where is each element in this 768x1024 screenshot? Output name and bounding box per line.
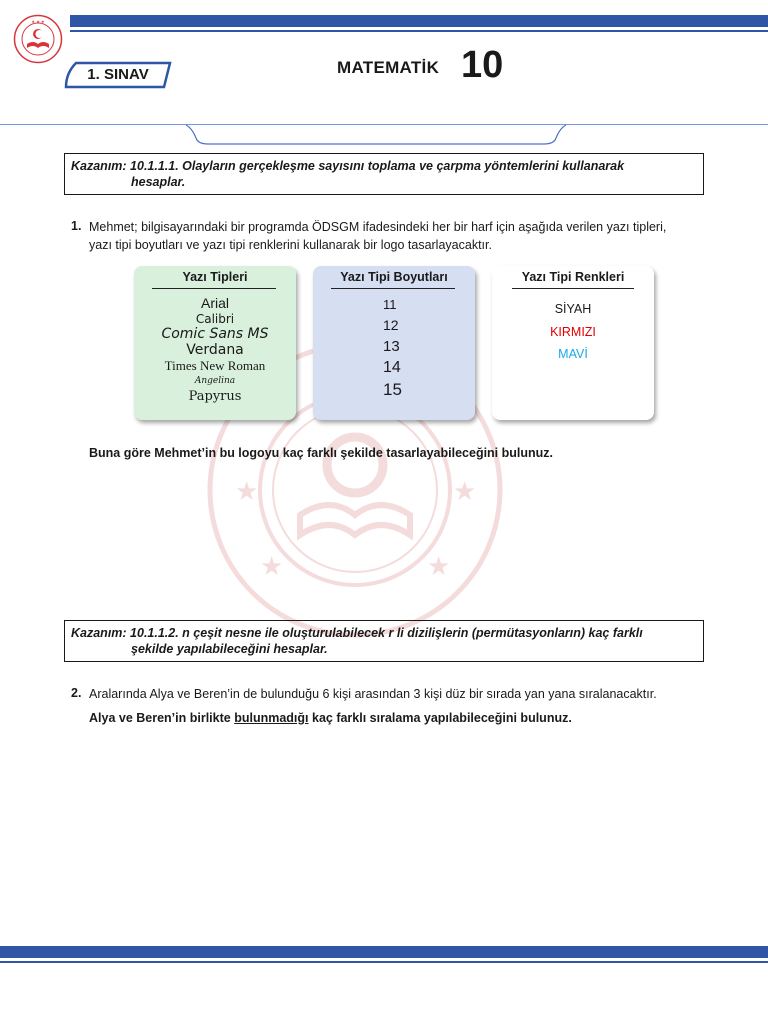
size-item-14: 14	[383, 359, 401, 376]
svg-text:★: ★	[427, 552, 451, 582]
learning-objective-box-2	[64, 620, 704, 662]
font-item-arial: Arial	[200, 295, 229, 311]
font-item-comic-sans: Comic Sans MS	[161, 326, 269, 342]
font-types-rule	[152, 288, 276, 289]
size-item-12: 12	[383, 317, 399, 333]
question-2-number: 2.	[71, 686, 82, 700]
question-2-prompt-pre: Alya ve Beren’in birlikte	[89, 711, 235, 725]
question-2-prompt-underlined: bulunmadığı	[234, 711, 309, 725]
font-sizes-card	[313, 266, 475, 420]
ministry-seal-icon	[13, 14, 63, 64]
question-2-prompt-post: kaç farklı sıralama yapılabileceğini bulunuz.	[308, 711, 572, 725]
grade-number: 10	[461, 44, 504, 86]
svg-text:★: ★	[260, 552, 284, 582]
font-item-verdana: Verdana	[186, 342, 244, 358]
font-sizes-title: Yazı Tipi Boyutları	[340, 270, 448, 284]
size-item-11: 11	[383, 297, 397, 312]
question-1-line2: yazı tipi boyutları ve yazı tipi renklerini kullanarak bir logo tasarlayacaktır.	[89, 238, 492, 252]
svg-text:★: ★	[453, 477, 477, 507]
exam-label: 1. SINAV	[87, 66, 149, 83]
font-item-angelina: Angelina	[194, 376, 236, 386]
font-item-times: Times New Roman	[164, 358, 266, 373]
font-types-card	[134, 266, 296, 420]
objective-1-line2: hesaplar.	[131, 175, 186, 189]
font-colors-rule	[512, 288, 634, 289]
size-item-13: 13	[383, 338, 400, 355]
font-colors-title: Yazı Tipi Renkleri	[521, 270, 625, 284]
header-tray-decoration	[184, 124, 568, 146]
font-types-title: Yazı Tipleri	[182, 270, 248, 284]
question-2-prompt	[89, 709, 729, 727]
color-item-red: KIRMIZI	[550, 325, 596, 339]
color-item-blue: MAVİ	[558, 347, 588, 361]
font-item-calibri: Calibri	[195, 312, 235, 326]
svg-text:★ ★ ★: ★ ★ ★	[31, 19, 45, 24]
size-item-15: 15	[383, 380, 402, 399]
objective-2-line1: Kazanım: 10.1.1.2. n çeşit nesne ile oluşturulabilecek r li dizilişlerin (permütasyonların) kaç farklı	[71, 626, 643, 640]
learning-objective-box-1	[64, 153, 704, 195]
header-band-thin	[70, 30, 768, 32]
footer-band	[0, 946, 768, 958]
font-colors-card	[492, 266, 654, 420]
question-1-prompt: Buna göre Mehmet’in bu logoyu kaç farklı şekilde tasarlayabileceğini bulunuz.	[89, 446, 554, 460]
objective-2-line2: şekilde yapılabileceğini hesaplar.	[131, 642, 328, 656]
objective-1-line1: Kazanım: 10.1.1.1. Olayların gerçekleşme sayısını toplama ve çarpma yöntemlerini kullanarak	[71, 159, 625, 173]
svg-text:★: ★	[235, 477, 259, 507]
subject-title: MATEMATİK	[337, 58, 440, 77]
font-sizes-rule	[331, 288, 455, 289]
question-2-text: Aralarında Alya ve Beren’in de bulunduğu 6 kişi arasından 3 kişi düz bir sırada yan yana sıralanacaktır.	[89, 687, 657, 701]
question-1-line1: Mehmet; bilgisayarındaki bir programda ÖDSGM ifadesindeki her bir harf için aşağıda verilen yazı tipleri,	[89, 220, 667, 234]
question-1-text	[89, 218, 729, 254]
color-item-black: SİYAH	[554, 302, 592, 316]
question-1-number: 1.	[71, 219, 82, 233]
footer-band-thin	[0, 961, 768, 963]
font-item-papyrus: Papyrus	[188, 389, 242, 404]
header-band	[70, 15, 768, 27]
